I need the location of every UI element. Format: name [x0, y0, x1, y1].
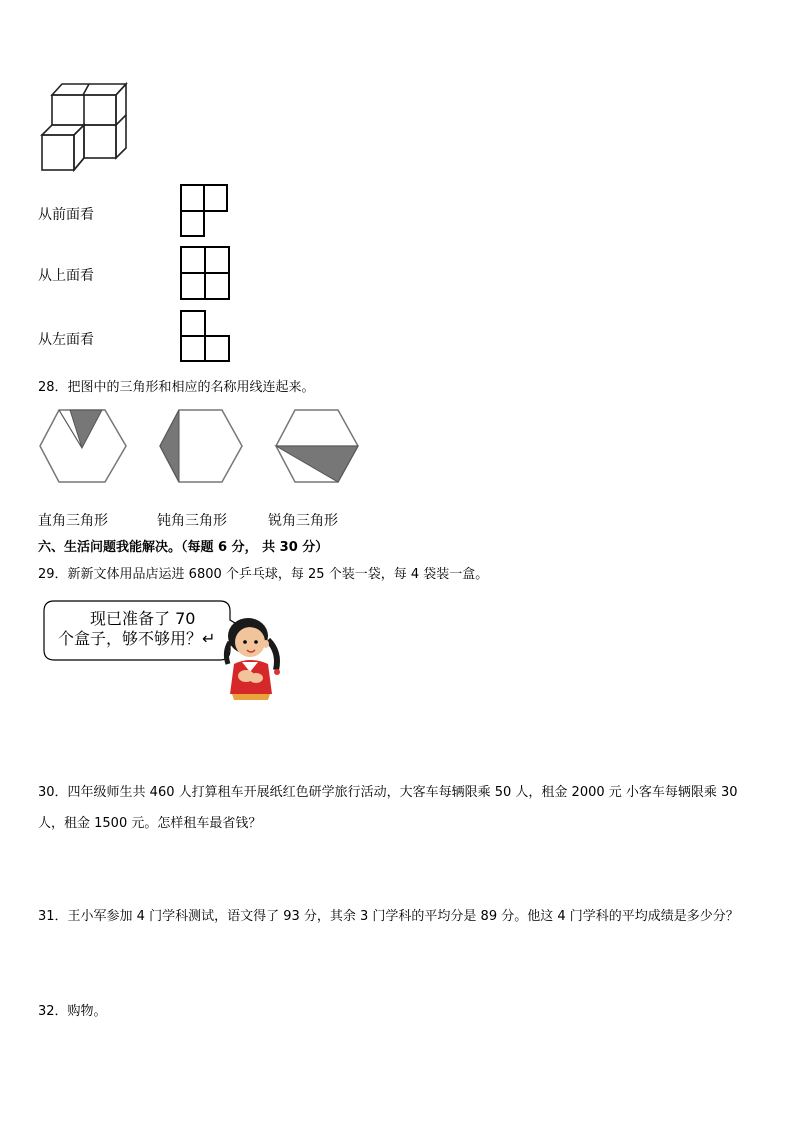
view-label-top: 从上面看 — [38, 268, 94, 284]
section-6-heading: 六、生活问题我能解决。（每题 6 分， 共 30 分） — [38, 540, 329, 555]
question-32-text: 32．购物。 — [38, 1004, 107, 1019]
view-label-left: 从左面看 — [38, 332, 94, 348]
cube-stack-figure — [38, 80, 133, 175]
hexagon-acute-triangle — [38, 408, 128, 484]
label-acute-triangle: 锐角三角形 — [268, 513, 338, 529]
top-view-figure — [180, 246, 232, 302]
front-view-figure — [180, 184, 230, 238]
question-28-text: 28．把图中的三角形和相应的名称用线连起来。 — [38, 380, 315, 395]
question-29-text: 29．新新文体用品店运进 6800 个乒乓球，每 25 个装一袋，每 4 袋装一盒。 — [38, 567, 489, 582]
hexagon-right-triangle — [158, 408, 246, 484]
label-right-triangle: 直角三角形 — [38, 513, 108, 529]
question-31-text: 31．王小军参加 4 门学科测试，语文得了 93 分，其余 3 门学科的平均分是 89 分。他这 4 门学科的平均成绩是多少分？ — [38, 909, 739, 924]
hexagon-obtuse-triangle — [274, 408, 362, 484]
question-30-line-1: 30．四年级师生共 460 人打算租车开展纸红色研学旅行活动，大客车每辆限乘 50 人，租金 2000 元 小客车每辆限乘 30 — [38, 785, 738, 800]
left-view-figure — [180, 310, 232, 364]
question-30-line-2: 人，租金 1500 元。怎样租车最省钱？ — [38, 816, 262, 831]
label-obtuse-triangle: 钝角三角形 — [157, 513, 227, 529]
view-label-front: 从前面看 — [38, 207, 94, 223]
bubble-line-2: 个盒子，够不够用？↵ — [58, 629, 216, 648]
bubble-line-1: 现已准备了 70 — [90, 609, 196, 628]
girl-illustration — [220, 612, 288, 702]
